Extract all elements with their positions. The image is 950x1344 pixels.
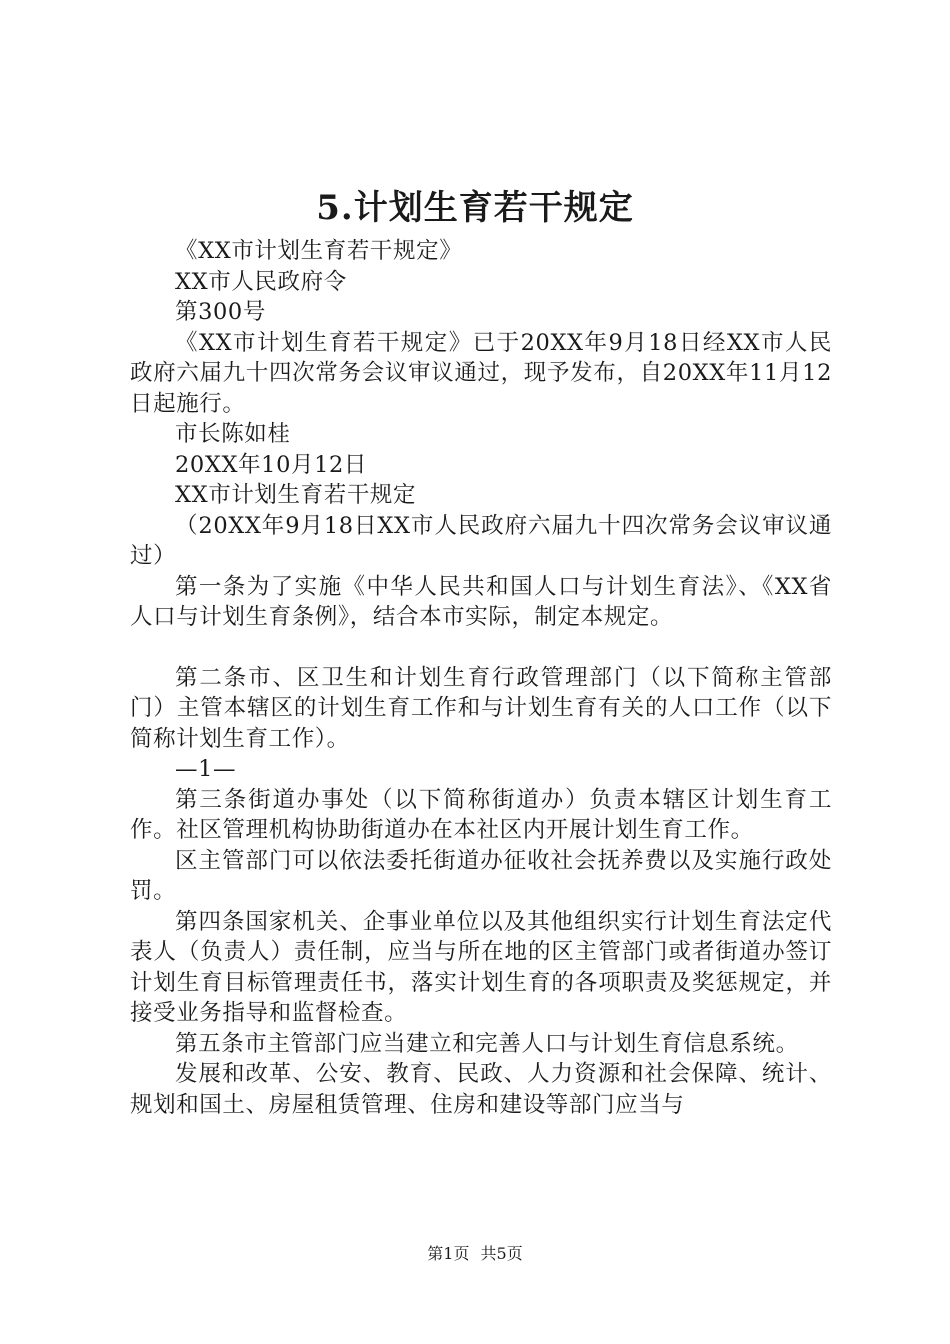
paragraph-promulgation: 《XX市计划生育若干规定》已于20XX年9月18日经XX市人民政府六届九十四次常务会议审议通过，现予发布，自20XX年11月12日起施行。 [130, 329, 832, 417]
paragraph-regulation-heading: XX市计划生育若干规定 [175, 482, 417, 508]
paragraph-regulation-name: 《XX市计划生育若干规定》 [175, 238, 463, 264]
paragraph-order-number: 第300号 [175, 299, 266, 325]
paragraph-page-marker: —1— [175, 756, 237, 782]
paragraph-article-3-clause: 区主管部门可以依法委托街道办征收社会抚养费以及实施行政处罚。 [130, 847, 832, 904]
paragraph-mayor: 市长陈如桂 [175, 421, 291, 447]
page-total: 共5页 [480, 1244, 523, 1263]
paragraph-article-3: 第三条街道办事处（以下简称街道办）负责本辖区计划生育工作。社区管理机构协助街道办在本社区内开展计划生育工作。 [130, 786, 832, 843]
document-body [130, 236, 832, 1120]
document-title: 5.计划生育若干规定 [316, 188, 634, 228]
paragraph-article-2: 第二条市、区卫生和计划生育行政管理部门（以下简称主管部门）主管本辖区的计划生育工作和与计划生育有关的人口工作（以下简称计划生育工作）。 [130, 664, 832, 752]
paragraph-article-5-clause: 发展和改革、公安、教育、民政、人力资源和社会保障、统计、规划和国土、房屋租赁管理、住房和建设等部门应当与 [130, 1061, 832, 1118]
page-footer [0, 1242, 950, 1266]
paragraph-article-4: 第四条国家机关、企事业单位以及其他组织实行计划生育法定代表人（负责人）责任制，应当与所在地的区主管部门或者街道办签订计划生育目标管理责任书，落实计划生育的各项职责及奖惩规定，并接受业务指导和监督检查。 [130, 908, 832, 1026]
paragraph-adoption-note: （20XX年9月18日XX市人民政府六届九十四次常务会议审议通过） [130, 512, 832, 569]
page-number: 第1页 [427, 1244, 470, 1263]
paragraph-article-1: 第一条为了实施《中华人民共和国人口与计划生育法》、《XX省人口与计划生育条例》，结合本市实际，制定本规定。 [130, 573, 832, 630]
paragraph-article-5: 第五条市主管部门应当建立和完善人口与计划生育信息系统。 [175, 1030, 799, 1057]
paragraph-issuer: XX市人民政府令 [175, 268, 347, 295]
paragraph-date: 20XX年10月12日 [175, 451, 368, 478]
